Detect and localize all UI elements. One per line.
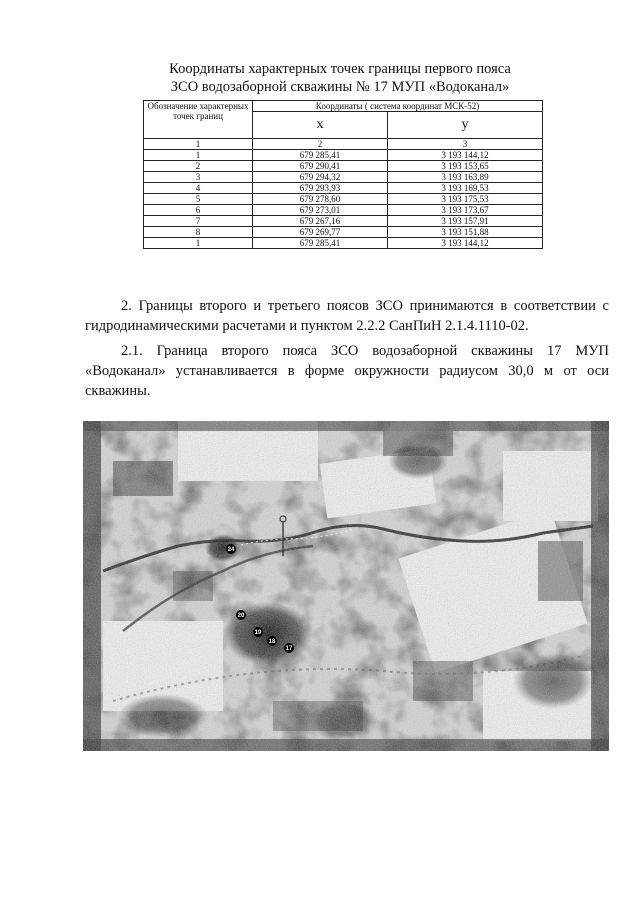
table-row <box>144 183 543 194</box>
table-row <box>144 227 543 238</box>
table-row <box>144 238 543 249</box>
coordinates-table <box>143 100 543 249</box>
page-title-line-1: Координаты характерных точек границы первого пояса <box>169 61 511 77</box>
index-cell: 1 <box>144 139 253 150</box>
table-index-row <box>144 139 543 150</box>
header-x: x <box>253 112 388 139</box>
point-cell: 6 <box>144 205 253 216</box>
map-point-label: 19 <box>254 630 262 636</box>
paragraph-zone-2-boundary <box>85 341 609 401</box>
map-point-label: 18 <box>268 639 276 645</box>
x-cell: 679 294,32 <box>253 172 388 183</box>
y-cell: 3 193 169,53 <box>387 183 542 194</box>
point-cell: 3 <box>144 172 253 183</box>
y-cell: 3 193 175,53 <box>387 194 542 205</box>
table-row <box>144 150 543 161</box>
y-cell: 3 193 163,89 <box>387 172 542 183</box>
x-cell: 679 285,41 <box>253 238 388 249</box>
y-cell: 3 193 144,12 <box>387 238 542 249</box>
x-cell: 679 267,16 <box>253 216 388 227</box>
page-title-line-2: ЗСО водозаборной скважины № 17 МУП «Водоканал» <box>170 79 510 95</box>
index-cell: 3 <box>387 139 542 150</box>
y-cell: 3 193 173,67 <box>387 205 542 216</box>
table-row <box>144 161 543 172</box>
point-cell: 1 <box>144 150 253 161</box>
y-cell: 3 193 153,65 <box>387 161 542 172</box>
y-cell: 3 193 157,91 <box>387 216 542 227</box>
point-cell: 1 <box>144 238 253 249</box>
x-cell: 679 290,41 <box>253 161 388 172</box>
map-point-label: 20 <box>237 613 245 619</box>
header-y: y <box>387 112 542 139</box>
x-cell: 679 278,60 <box>253 194 388 205</box>
y-cell: 3 193 151,88 <box>387 227 542 238</box>
map-point-label: 24 <box>227 547 235 553</box>
point-cell: 2 <box>144 161 253 172</box>
paragraph-zone-2-boundary-text: 2.1. Граница второго пояса ЗСО водозаборной скважины 17 МУП «Водоканал» устанавливается в форме окружности радиусом 30,0 м от оси скважины. <box>85 343 609 399</box>
paragraph-zones-2-3-text: 2. Границы второго и третьего поясов ЗСО принимаются в соответствии с гидродинамическими расчетами и пунктом 2.2.2 СанПиН 2.1.4.1110-02. <box>85 298 609 334</box>
x-cell: 679 285,41 <box>253 150 388 161</box>
table-row <box>144 205 543 216</box>
point-cell: 5 <box>144 194 253 205</box>
point-cell: 8 <box>144 227 253 238</box>
table-row <box>144 216 543 227</box>
aerial-photo <box>83 421 609 751</box>
map-point-label: 17 <box>285 646 293 652</box>
point-cell: 7 <box>144 216 253 227</box>
table-row <box>144 194 543 205</box>
point-cell: 4 <box>144 183 253 194</box>
y-cell: 3 193 144,12 <box>387 150 542 161</box>
header-coordinates: Координаты ( система координат МСК-52) <box>253 101 543 112</box>
header-designation: Обозначение характерных точек границ <box>144 101 253 139</box>
table-row <box>144 172 543 183</box>
x-cell: 679 273,01 <box>253 205 388 216</box>
x-cell: 679 269,77 <box>253 227 388 238</box>
x-cell: 679 293,93 <box>253 183 388 194</box>
paragraph-zones-2-3 <box>85 296 609 336</box>
index-cell: 2 <box>253 139 388 150</box>
